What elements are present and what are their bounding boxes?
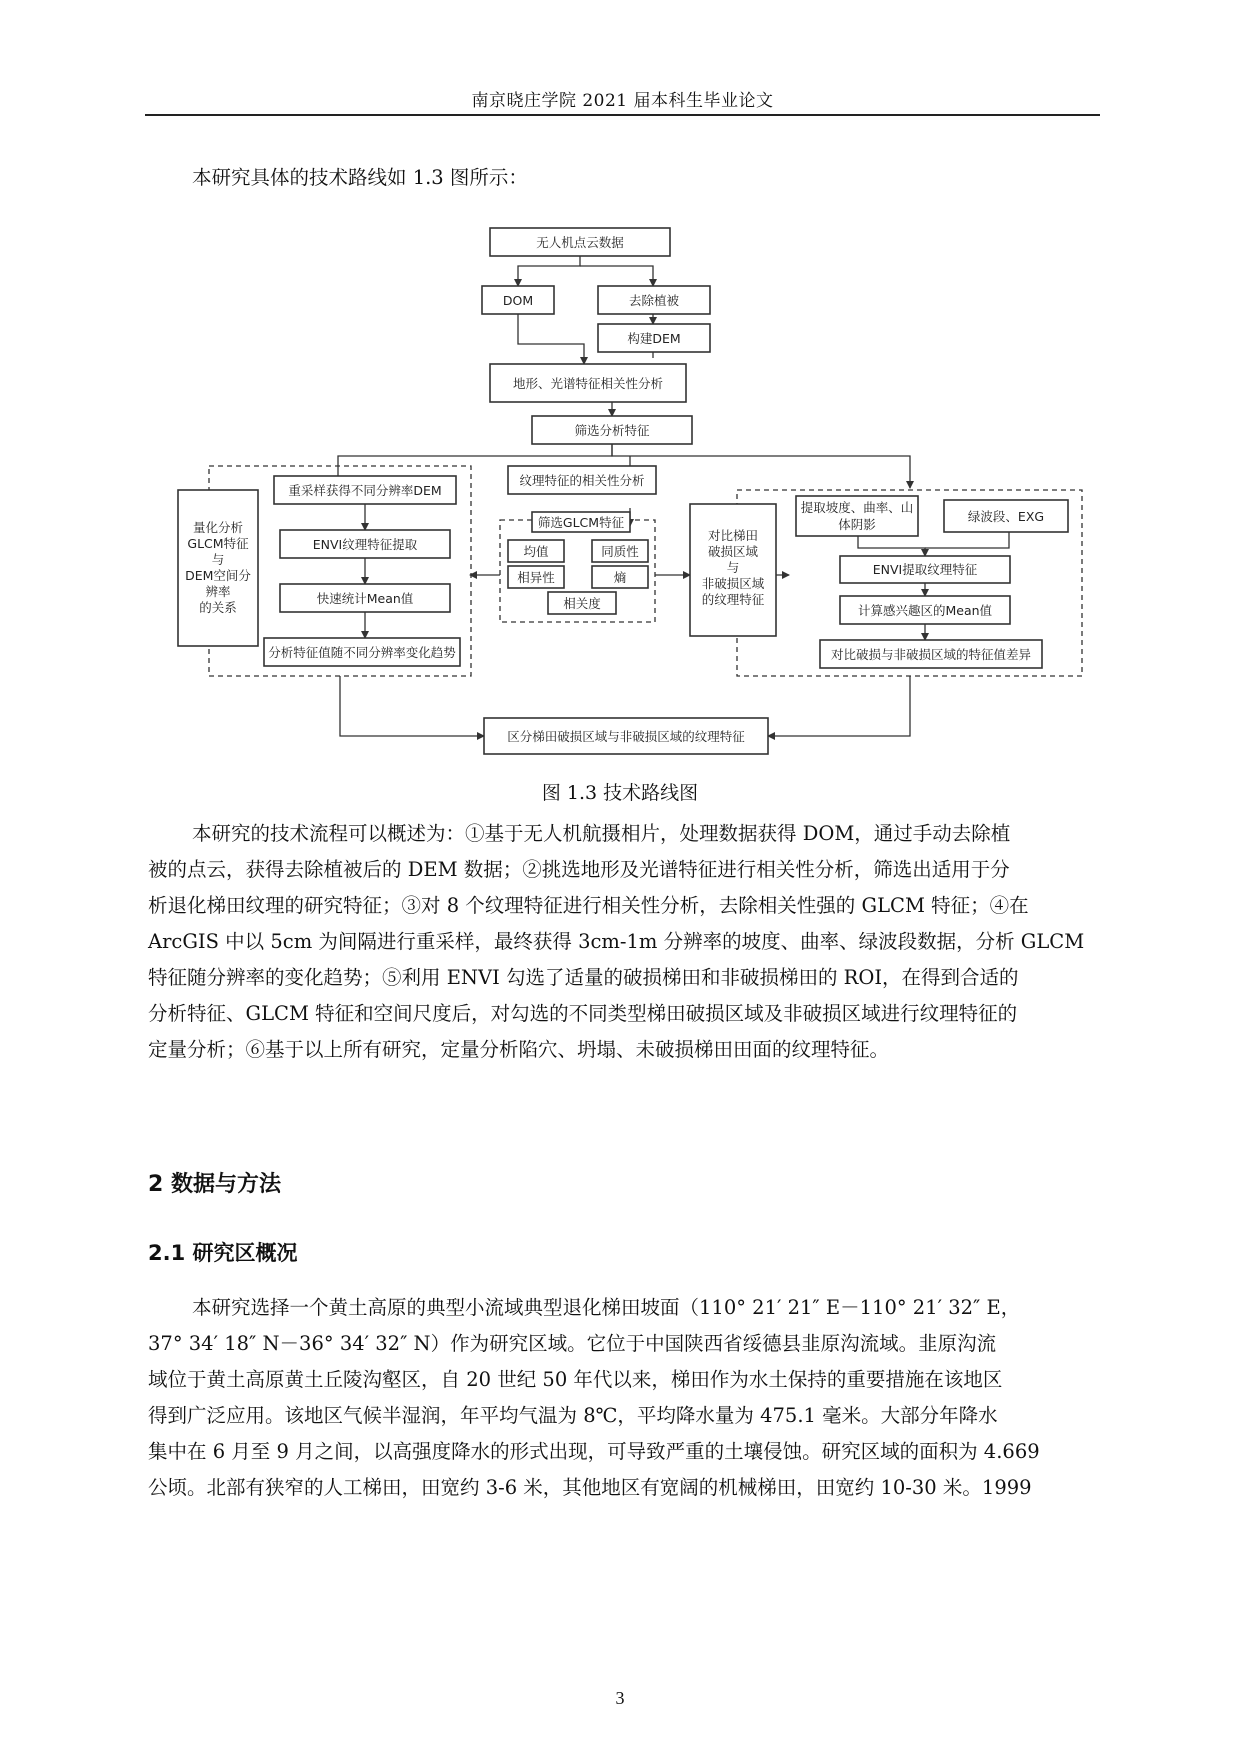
node-select-features: 筛选分析特征 xyxy=(574,423,650,438)
node-quantify-l5: 辨率 xyxy=(205,584,231,599)
node-compare-l1: 对比梯田 xyxy=(707,528,759,543)
summary-line: 析退化梯田纹理的研究特征；③对 8 个纹理特征进行相关性分析，去除相关性强的 GLCM 特征；④在 xyxy=(148,894,1029,917)
glcm-item-entropy: 熵 xyxy=(613,570,627,585)
node-quantify-l3: 与 xyxy=(211,552,225,567)
node-quantify-l1: 量化分析 xyxy=(192,520,244,535)
summary-line: 本研究的技术流程可以概述为：①基于无人机航摄相片，处理数据获得 DOM，通过手动去除植 xyxy=(192,822,1011,845)
study-area-line: 得到广泛应用。该地区气候半湿润，年平均气温为 8℃，平均降水量为 475.1 毫米。大部分年降水 xyxy=(148,1404,998,1427)
glcm-item-homogeneity: 同质性 xyxy=(601,544,639,559)
section-heading: 2 数据与方法 xyxy=(148,1172,281,1197)
summary-line: 特征随分辨率的变化趋势；⑤利用 ENVI 勾选了适量的破损梯田和非破损梯田的 ROI，在得到合适的 xyxy=(148,966,1019,989)
node-final: 区分梯田破损区域与非破损区域的纹理特征 xyxy=(507,729,745,744)
study-area-line: 公顷。北部有狭窄的人工梯田，田宽约 3-6 米，其他地区有宽阔的机械梯田，田宽约 10-30 米。1999 xyxy=(148,1476,1032,1499)
study-area-line: 本研究选择一个黄土高原的典型小流域典型退化梯田坡面（110° 21′ 21″ E－110° 21′ 32″ E， xyxy=(192,1296,1021,1319)
node-texture-corr: 纹理特征的相关性分析 xyxy=(519,473,645,488)
node-compare-l4: 非破损区域 xyxy=(701,576,765,591)
node-remove-veg: 去除植被 xyxy=(628,293,680,308)
summary-line: 定量分析；⑥基于以上所有研究，定量分析陷穴、坍塌、未破损梯田田面的纹理特征。 xyxy=(148,1038,890,1061)
node-compare-l5: 的纹理特征 xyxy=(701,592,765,607)
node-green-band: 绿波段、EXG xyxy=(967,509,1045,524)
study-area-line: 集中在 6 月至 9 月之间，以高强度降水的形式出现，可导致严重的土壤侵蚀。研究区域的面积为 4.669 xyxy=(148,1440,1040,1463)
node-glcm-select: 筛选GLCM特征 xyxy=(537,515,625,530)
node-envi-texture: ENVI纹理特征提取 xyxy=(312,537,418,552)
subsection-heading: 2.1 研究区概况 xyxy=(148,1241,298,1265)
summary-line: 分析特征、GLCM 特征和空间尺度后，对勾选的不同类型梯田破损区域及非破损区域进行纹理特征的 xyxy=(148,1002,1018,1025)
node-dom: DOM xyxy=(502,293,534,308)
glcm-item-dissimilarity: 相异性 xyxy=(517,570,555,585)
summary-paragraph xyxy=(148,816,1098,1068)
node-fast-mean: 快速统计Mean值 xyxy=(316,591,414,606)
glcm-item-correlation: 相关度 xyxy=(563,596,601,611)
page-number: 3 xyxy=(615,1688,625,1708)
node-extract-slope-l2: 体阴影 xyxy=(838,517,876,532)
node-resample: 重采样获得不同分辨率DEM xyxy=(288,483,442,498)
glcm-item-mean: 均值 xyxy=(523,544,549,559)
study-area-line: 37° 34′ 18″ N－36° 34′ 32″ N）作为研究区域。它位于中国陕西省绥德县韭原沟流域。韭原沟流 xyxy=(148,1332,997,1355)
node-roi-mean: 计算感兴趣区的Mean值 xyxy=(857,603,993,618)
node-envi-extract: ENVI提取纹理特征 xyxy=(872,562,978,577)
node-quantify-l6: 的关系 xyxy=(199,600,237,615)
node-compare-l3: 与 xyxy=(726,560,740,575)
summary-line: 被的点云，获得去除植被后的 DEM 数据；②挑选地形及光谱特征进行相关性分析，筛选出适用于分 xyxy=(148,858,1010,881)
node-quantify-l4: DEM空间分 xyxy=(185,568,251,583)
page-header: 南京晓庄学院 2021 届本科生毕业论文 xyxy=(471,91,774,111)
node-corr-analysis: 地形、光谱特征相关性分析 xyxy=(512,376,664,391)
study-area-paragraph xyxy=(148,1290,1098,1506)
summary-line: ArcGIS 中以 5cm 为间隔进行重采样，最终获得 3cm-1m 分辨率的坡度、曲率、绿波段数据，分析 GLCM xyxy=(148,930,1085,953)
node-extract-slope-l1: 提取坡度、曲率、山 xyxy=(800,500,914,515)
intro-line: 本研究具体的技术路线如 1.3 图所示： xyxy=(192,166,528,189)
node-compare-l2: 破损区域 xyxy=(707,544,759,559)
node-uav: 无人机点云数据 xyxy=(536,235,624,250)
study-area-line: 域位于黄土高原黄土丘陵沟壑区，自 20 世纪 50 年代以来，梯田作为水土保持的重要措施在该地区 xyxy=(148,1368,1003,1391)
node-build-dem: 构建DEM xyxy=(627,331,681,346)
node-quantify-l2: GLCM特征 xyxy=(187,536,249,551)
node-trend: 分析特征值随不同分辨率变化趋势 xyxy=(268,645,456,660)
figure-caption: 图 1.3 技术路线图 xyxy=(541,782,699,804)
node-contrast-diff: 对比破损与非破损区域的特征值差异 xyxy=(830,647,1032,662)
